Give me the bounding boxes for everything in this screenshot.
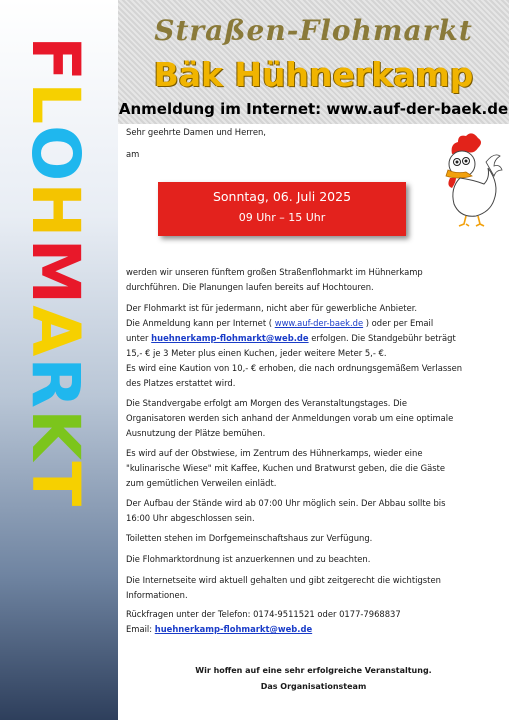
- contact-phone: Rückfragen unter der Telefon: 0174-9511521 oder 0177-7968837: [126, 609, 401, 619]
- event-date: Sonntag, 06. Juli 2025: [212, 189, 352, 204]
- text-line: Die Internetseite wird aktuell gehalten und gibt zeitgerecht die wichtigsten: [126, 575, 441, 585]
- flohmarkt-vertical-title: [17, 36, 94, 706]
- text-line: "kulinarische Wiese" mit Kaffee, Kuchen und Bratwurst geben, die die Gäste: [126, 463, 446, 473]
- letter-a: A: [17, 305, 94, 358]
- text-line: des Platzes erstattet wird.: [126, 378, 236, 388]
- rooster-icon: [426, 132, 506, 228]
- text-line: Es wird eine Kaution von 10,- € erhoben, die nach ordnungsgemäßem Verlassen: [126, 363, 463, 373]
- text-line: durchführen. Die Planungen laufen bereits auf Hochtouren.: [126, 282, 374, 292]
- paragraph-registration: [126, 301, 501, 391]
- letter-r: R: [17, 357, 94, 410]
- email-link[interactable]: huehnerkamp-flohmarkt@web.de: [151, 333, 309, 343]
- text-line: Organisatoren werden sich anhand der Anmeldungen vorab um eine optimale: [126, 413, 454, 423]
- header-banner: [118, 0, 509, 124]
- contact-info: [126, 607, 501, 637]
- header-location: Bäk Hühnerkamp: [153, 55, 474, 94]
- event-date-box: [158, 182, 406, 236]
- contact-email-link[interactable]: huehnerkamp-flohmarkt@web.de: [154, 624, 313, 634]
- letter-h: H: [17, 182, 94, 239]
- email-label: Email:: [126, 624, 155, 634]
- letter-t: T: [17, 461, 94, 508]
- header-title: Straßen-Flohmarkt: [154, 14, 473, 47]
- paragraph-allocation: [126, 396, 501, 441]
- paragraph-rules: Die Flohmarktordnung ist anzuerkennen und zu beachten.: [126, 554, 371, 564]
- text-line: werden wir unseren fünftem großen Straßenflohmarkt im Hühnerkamp: [126, 267, 423, 277]
- event-time: 09 Uhr – 15 Uhr: [238, 211, 326, 224]
- text-line: Der Aufbau der Stände wird ab 07:00 Uhr möglich sein. Der Abbau sollte bis: [126, 498, 446, 508]
- paragraph-intro: [126, 265, 501, 295]
- text-line: zum gemütlichen Verweilen einlädt.: [126, 478, 277, 488]
- paragraph-toilets: Toiletten stehen im Dorfgemeinschaftshaus zur Verfügung.: [126, 533, 373, 543]
- text-line: [126, 331, 501, 346]
- website-link[interactable]: www.auf-der-baek.de: [274, 318, 364, 328]
- letter-o: O: [17, 125, 94, 183]
- text-line: [126, 316, 501, 331]
- text-line: Der Flohmarkt ist für jedermann, nicht aber für gewerbliche Anbieter.: [126, 303, 418, 313]
- text-segment: unter: [126, 333, 152, 343]
- paragraph-catering: [126, 446, 501, 491]
- letter-f: F: [17, 36, 94, 83]
- paragraph-setup: [126, 496, 501, 526]
- header-registration: Anmeldung im Internet: www.auf-der-baek.de: [118, 100, 509, 118]
- text-line: 16:00 Uhr abgeschlossen sein.: [126, 513, 255, 523]
- letter-m: M: [17, 238, 94, 306]
- salutation: Sehr geehrte Damen und Herren,: [126, 127, 266, 137]
- letter-k: K: [17, 409, 94, 462]
- text-segment: erfolgen. Die Standgebühr beträgt: [308, 333, 456, 343]
- text-line: Informationen.: [126, 590, 188, 600]
- contact-email-line: [126, 622, 501, 637]
- date-prefix: am: [126, 149, 140, 159]
- text-segment: Die Anmeldung kann per Internet (: [126, 318, 275, 328]
- text-segment: ) oder per Email: [363, 318, 434, 328]
- sidebar-banner: [0, 0, 118, 720]
- text-line: Ausnutzung der Plätze bemühen.: [126, 428, 266, 438]
- paragraph-website: [126, 573, 501, 603]
- text-line: Es wird auf der Obstwiese, im Zentrum des Hühnerkamps, wieder eine: [126, 448, 423, 458]
- letter-l: L: [17, 82, 94, 126]
- closing-line: Wir hoffen auf eine sehr erfolgreiche Veranstaltung.: [195, 666, 432, 675]
- signature-line: Das Organisationsteam: [260, 682, 367, 691]
- text-line: 15,- € je 3 Meter plus einen Kuchen, jeder weitere Meter 5,- €.: [126, 348, 387, 358]
- text-line: Die Standvergabe erfolgt am Morgen des Veranstaltungstages. Die: [126, 398, 408, 408]
